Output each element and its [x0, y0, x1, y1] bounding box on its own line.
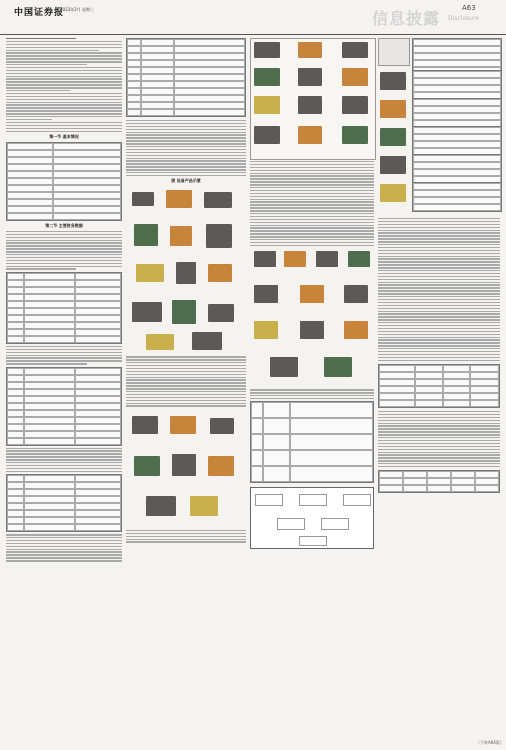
- device-photo: [146, 334, 174, 350]
- newspaper-masthead: 中国证券报: [14, 8, 65, 18]
- device-photo: [208, 456, 234, 476]
- product-table: [126, 38, 246, 117]
- page-header: [0, 0, 506, 35]
- device-photo: [176, 262, 196, 284]
- column-1: [6, 38, 122, 562]
- section-title-en: Disclosure: [448, 15, 480, 22]
- device-photo: [170, 416, 196, 434]
- section-title-zh: 信息披露: [372, 9, 441, 28]
- column-3: [250, 38, 374, 549]
- product-figure-grid: [250, 38, 374, 158]
- device-photo: [206, 224, 232, 248]
- device-photo: [146, 496, 176, 516]
- device-photo: [190, 496, 218, 516]
- section-2-title: 第二节 主要财务数据: [45, 222, 83, 228]
- product-description-table: [250, 401, 374, 483]
- device-photo: [132, 302, 162, 322]
- product-figures-right: [378, 38, 500, 218]
- device-photo: [208, 264, 232, 282]
- equipment-photos-2: [126, 410, 246, 530]
- device-photo: [204, 192, 232, 208]
- device-photo: [172, 454, 196, 476]
- financial-table: [378, 364, 500, 408]
- column-4: [378, 38, 500, 493]
- column-2: [126, 38, 246, 543]
- device-photo: [192, 332, 222, 350]
- continued-note: （下转A64版）: [476, 740, 504, 745]
- data-table-2: [6, 367, 122, 446]
- data-table-3: [6, 474, 122, 532]
- device-photo: [132, 416, 158, 434]
- device-photo: [136, 264, 164, 282]
- body-text-block: [6, 38, 122, 132]
- summary-table: [378, 470, 500, 493]
- page-number: A63: [462, 4, 476, 12]
- issue-date: 2023年2月 星期三: [60, 7, 94, 12]
- device-photo: [170, 226, 192, 246]
- figure-caption: 图 设备产品示意: [171, 178, 201, 184]
- device-photo: [134, 224, 158, 246]
- device-photo: [134, 456, 160, 476]
- process-diagram: [250, 487, 374, 549]
- equipment-photos: [126, 186, 246, 356]
- info-table: [6, 142, 122, 221]
- data-table-1: [6, 272, 122, 344]
- table-title: 第一节 基本情况: [49, 133, 79, 139]
- equipment-photo-grid: [250, 249, 374, 389]
- device-photo: [208, 304, 234, 322]
- device-photo: [172, 300, 196, 324]
- device-photo: [132, 192, 154, 206]
- device-photo: [210, 418, 234, 434]
- device-photo: [166, 190, 192, 208]
